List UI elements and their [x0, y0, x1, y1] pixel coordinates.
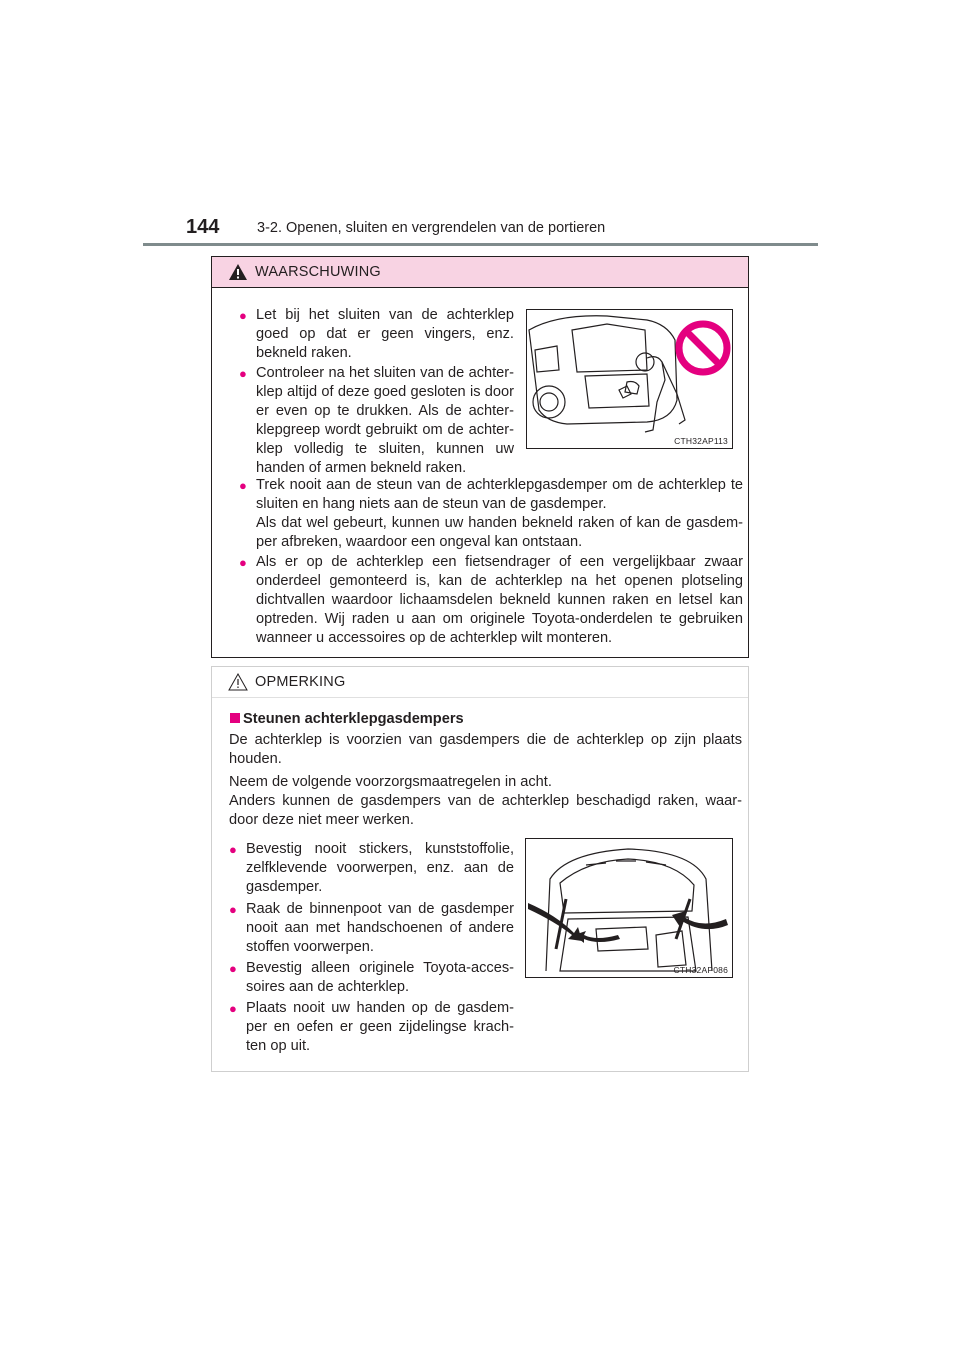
notice-item-2 [229, 900, 514, 957]
notice-header [212, 667, 748, 698]
notice-item-text: Raak de binnenpoot van de gasdemper nooit aan met handschoenen of andere stoffen voorwerpen. [246, 901, 514, 955]
square-bullet-icon [230, 713, 240, 723]
illustration-code: CTH32AP086 [673, 965, 728, 975]
bullet-icon: ● [239, 555, 247, 570]
warning-triangle-icon [228, 263, 248, 281]
page-number: 144 [186, 216, 220, 238]
warning-header [212, 257, 748, 288]
section-title: 3-2. Openen, sluiten en vergrendelen van de portieren [257, 220, 606, 236]
notice-paragraph-text: Neem de volgende voorzorgsmaatregelen in acht. [229, 774, 552, 790]
notice-paragraph-text: Anders kunnen de gasdempers van de achterklep beschadigd raken, waar-door deze niet meer werken. [229, 793, 742, 828]
notice-item-text: Plaats nooit uw handen op de gasdem-per en oefen er geen zijdelingse krach-ten op uit. [246, 1000, 514, 1054]
notice-item-text: Bevestig nooit stickers, kunststoffolie, zelfklevende voorwerpen, enz. aan de gasdemper. [246, 841, 514, 895]
warning-item-4 [239, 553, 743, 648]
warning-box [211, 256, 749, 658]
gas-damper-illustration [525, 838, 733, 978]
notice-paragraph-text: De achterklep is voorzien van gasdempers die de achterklep op zijn plaats houden. [229, 732, 742, 767]
warning-title: WAARSCHUWING [255, 264, 381, 280]
bullet-icon: ● [239, 478, 247, 493]
notice-triangle-icon [228, 673, 248, 691]
warning-item-text: Let bij het sluiten van de achterklep goed op dat er geen vingers, enz. bekneld raken. [256, 307, 514, 361]
notice-item-1 [229, 840, 514, 897]
car-tailgate-hand-icon [527, 310, 732, 448]
notice-subheading: Steunen achterklepgasdempers [243, 711, 464, 727]
warning-item-1 [239, 306, 514, 363]
header-rule [143, 243, 818, 246]
notice-item-text: Bevestig alleen originele Toyota-acces-soires aan de achterklep. [246, 960, 514, 995]
bullet-icon: ● [229, 961, 237, 976]
warning-item-3 [239, 476, 743, 552]
bullet-icon: ● [239, 366, 247, 381]
tailgate-closing-illustration [526, 309, 733, 449]
notice-subheading-block [229, 710, 742, 729]
bullet-icon: ● [229, 1001, 237, 1016]
illustration-code: CTH32AP113 [674, 436, 728, 446]
warning-item-text-continued: Als dat wel gebeurt, kunnen uw handen bekneld raken of kan de gasdem-per afbreken, waardoor een ongeval kan ontstaan. [256, 515, 743, 550]
open-tailgate-damper-icon [526, 839, 732, 977]
bullet-icon: ● [229, 902, 237, 917]
bullet-icon: ● [239, 308, 247, 323]
notice-paragraph-2 [229, 773, 742, 830]
warning-item-text: Controleer na het sluiten van de achter-klep altijd of deze goed gesloten is door er even op te drukken. Als de achter-klepgreep wordt gebruikt om de achter-klep volledig te sluiten, kunnen uw handen of armen bekneld raken. [256, 365, 514, 476]
warning-item-text: Trek nooit aan de steun van de achterklepgasdemper om de achterklep te sluiten en hang niets aan de steun van de gasdemper. [256, 477, 743, 512]
notice-item-4 [229, 999, 514, 1056]
page-header [143, 216, 818, 246]
notice-title: OPMERKING [255, 674, 346, 690]
warning-item-2 [239, 364, 514, 478]
notice-box [211, 666, 749, 1072]
bullet-icon: ● [229, 842, 237, 857]
warning-item-text: Als er op de achterklep een fietsendrager of een vergelijkbaar zwaar onderdeel gemonteerd is, kan de achterklep na het openen plotseling dichtvallen waardoor lichaamsdelen bekneld kunnen raken en letsel kan optreden. Wij raden u aan om originele Toyota-onderdelen te gebruiken wanneer u accessoires op de achterklep wilt monteren. [256, 554, 743, 646]
notice-paragraph-1 [229, 731, 742, 769]
notice-item-3 [229, 959, 514, 997]
